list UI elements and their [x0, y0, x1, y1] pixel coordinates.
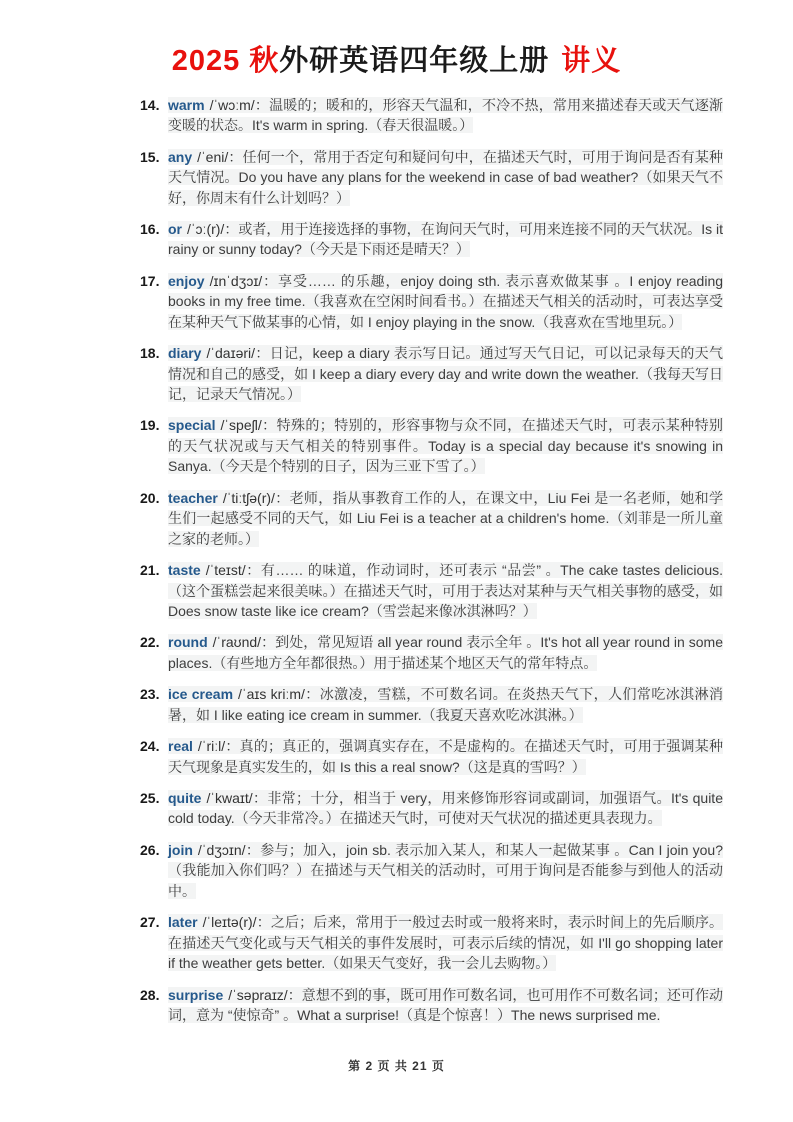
entry-number: 16. [140, 220, 160, 237]
entry-ipa: /ˈkwaɪt/： [206, 790, 268, 807]
vocab-entry [140, 684, 723, 725]
entry-number: 28. [140, 986, 160, 1003]
vocab-entry [140, 912, 724, 973]
entry-definition: 真的；真正的，强调真实存在，不是虚构的。在描述天气时，可用于强调某种天气现象是真实发生的，如 Is this a real snow?（这是真的雪吗？） [168, 738, 724, 775]
entry-word: ice cream [168, 686, 234, 703]
entry-definition: 特殊的；特别的，形容事物与众不同，在描述天气时，可表示某种特别的天气状况或与天气相关的特别事件。Today is a special day because it's snowing in Sanya.（今天是个特别的日子，因为三亚下雪了。） [168, 417, 724, 475]
entry-word: diary [168, 345, 202, 362]
entry-number: 19. [140, 417, 160, 434]
title-book-name: 外研英语四年级上册 [279, 45, 550, 77]
title-year-term: 2025 秋 [171, 45, 280, 77]
title-doc-type: 讲义 [561, 45, 622, 77]
page-footer: 第 2 页 共 21 页 [348, 1059, 445, 1073]
entry-number: 23. [140, 686, 160, 703]
entry-ipa: /ˈaɪs kriːm/： [238, 686, 320, 703]
entry-ipa: /ˈsəpraɪz/： [228, 986, 302, 1003]
vocab-entry [140, 488, 723, 549]
entry-ipa: /ˈleɪtə(r)/： [202, 914, 271, 931]
vocab-entry [140, 985, 723, 1026]
entry-ipa: /ˈriːl/： [197, 738, 240, 755]
vocab-entry [140, 95, 724, 136]
entry-number: 21. [140, 562, 160, 579]
entry-ipa: /ˈdaɪəri/： [206, 345, 270, 362]
entry-word: join [168, 841, 193, 858]
entry-definition: 之后；后来，常用于一般过去时或一般将来时，表示时间上的先后顺序。在描述天气变化或与天气相关的事件发展时，可表示后续的情况，如 I'll go shopping later if the weather gets better.（如果天气变好，我一会儿去购物。） [168, 914, 724, 972]
entry-definition: 享受…… 的乐趣，enjoy doing sth. 表示喜欢做某事 。I enjoy reading books in my free time.（我喜欢在空闲时间看书。）在描述天气相关的活动时，可表达享受在某种天气下做某事的心情，如 I enjoy playing in the snow.（我喜欢在雪地里玩。） [168, 272, 724, 330]
entry-definition: 意想不到的事，既可用作可数名词，也可用作不可数名词；还可作动词，意为 “使惊奇” 。What a surprise!（真是个惊喜！）The news surprised me. [168, 986, 723, 1023]
entry-number: 14. [140, 96, 160, 113]
entry-definition: 老师，指从事教育工作的人，在课文中，Liu Fei 是一名老师，她和学生们一起感受不同的天气，如 Liu Fei is a teacher at a children's home.（刘菲是一所儿童之家的老师。） [168, 489, 723, 547]
vocab-entry [140, 560, 723, 621]
entry-word: enjoy [168, 272, 205, 289]
entry-definition: 或者，用于连接选择的事物，在询问天气时，可用来连接不同的天气状况。Is it rainy or sunny today?（今天是下雨还是晴天？） [168, 220, 723, 258]
entry-ipa: /ˈwɔːm/： [209, 96, 270, 113]
vocab-entry [140, 415, 724, 476]
entry-number: 26. [140, 841, 160, 858]
vocab-entry-list [140, 95, 724, 1026]
vocab-entry [140, 219, 723, 260]
entry-word: warm [168, 96, 205, 113]
vocab-entry [140, 840, 723, 901]
entry-word: round [168, 634, 208, 651]
entry-number: 20. [140, 489, 160, 506]
vocab-entry [140, 736, 724, 777]
entry-definition: 有…… 的味道，作动词时，还可表示 “品尝” 。The cake tastes delicious.（这个蛋糕尝起来很美味。）在描述天气时，可用于表达对某种与天气相关事物的感受，如 Does snow taste like ice cream?（雪尝起来像冰淇淋吗？） [168, 562, 723, 619]
entry-number: 15. [140, 148, 160, 165]
entry-word: teacher [168, 489, 218, 506]
vocab-entry [140, 147, 724, 208]
page-title [0, 0, 793, 79]
vocab-entry [140, 788, 723, 829]
entry-number: 22. [140, 634, 160, 651]
vocab-entry [140, 343, 723, 404]
entry-definition: 非常；十分，相当于 very，用来修饰形容词或副词，加强语气。It's quite cold today.（今天非常冷。）在描述天气时，可使对天气状况的描述更具表现力。 [168, 790, 723, 827]
entry-word: real [168, 738, 193, 755]
entry-word: quite [168, 790, 202, 807]
entry-ipa: /ˈɔː(r)/： [187, 220, 239, 237]
entry-definition: 冰激凌，雪糕，不可数名词。在炎热天气下，人们常吃冰淇淋消暑，如 I like eating ice cream in summer.（我夏天喜欢吃冰淇淋。） [168, 686, 723, 723]
entry-ipa: /ˈspeʃl/： [220, 417, 277, 434]
vocab-entry [140, 632, 723, 673]
entry-word: any [168, 148, 193, 165]
entry-ipa: /ˈdʒɔɪn/： [197, 841, 261, 858]
entry-number: 17. [140, 272, 160, 289]
entry-word: surprise [168, 986, 224, 1003]
entry-definition: 到处，常见短语 all year round 表示全年 。It's hot all year round in some places.（有些地方全年都很热。）用于描述某个地区天气的常年特点。 [168, 634, 723, 671]
entry-number: 25. [140, 790, 160, 807]
entry-definition: 参与；加入，join sb. 表示加入某人，和某人一起做某事 。Can I join you?（我能加入你们吗？）在描述与天气相关的活动时，可用于询问是否能参与到他人的活动中。 [168, 841, 723, 899]
entry-number: 24. [140, 738, 160, 755]
entry-word: taste [168, 562, 201, 579]
entry-word: or [168, 220, 182, 237]
entry-ipa: /ˈtiːtʃə(r)/： [222, 489, 290, 506]
entry-ipa: /ˈteɪst/： [205, 562, 261, 579]
entry-ipa: /ˈeni/： [197, 148, 243, 165]
vocab-entry [140, 271, 724, 332]
entry-definition: 任何一个，常用于否定句和疑问句中，在描述天气时，可用于询问是否有某种天气情况。Do you have any plans for the weekend in case of bad weather?（如果天气不好，你周末有什么计划吗？） [168, 148, 724, 206]
entry-definition: 日记，keep a diary 表示写日记。通过写天气日记，可以记录每天的天气情况和自己的感受，如 I keep a diary every day and write down the weather.（我每天写日记，记录天气情况。） [168, 345, 723, 403]
entry-word: special [168, 417, 216, 434]
entry-word: later [168, 914, 198, 931]
entry-number: 27. [140, 914, 160, 931]
entry-definition: 温暖的；暖和的，形容天气温和，不冷不热，常用来描述春天或天气逐渐变暖的状态。It's warm in spring.（春天很温暖。） [168, 96, 724, 134]
entry-ipa: /ɪnˈdʒɔɪ/： [209, 272, 279, 289]
entry-number: 18. [140, 345, 160, 362]
entry-ipa: /ˈraʊnd/： [212, 634, 276, 651]
